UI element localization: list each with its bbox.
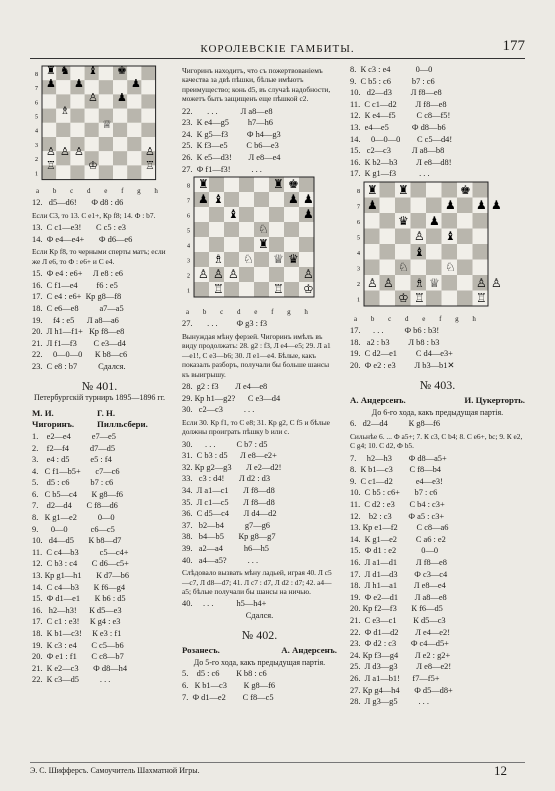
moves-block bbox=[32, 197, 167, 209]
rank-label: 2 bbox=[187, 273, 190, 280]
move-line: 23. С e8 : b7 Сдался. bbox=[32, 361, 126, 371]
moves-block bbox=[32, 431, 167, 686]
tournament-title: Петербургскій турниръ 1895—1896 гг. bbox=[33, 393, 166, 403]
piece: ♙ bbox=[213, 267, 224, 282]
piece: ♜ bbox=[398, 182, 409, 197]
game-number: № 401. bbox=[81, 378, 118, 393]
piece: ♖ bbox=[46, 160, 56, 172]
moves-block bbox=[182, 106, 337, 176]
piece: ♙ bbox=[228, 267, 239, 282]
piece: ♟ bbox=[303, 192, 314, 207]
piece: ♛ bbox=[288, 252, 299, 267]
move-line: 20. Л h1—f1+ Кр f8—e8 bbox=[32, 327, 125, 337]
board-files: a b c d e f g h bbox=[186, 307, 314, 316]
moves-block bbox=[182, 439, 337, 567]
moves-block bbox=[182, 598, 337, 610]
move-line: 30. c2—c3 . . . bbox=[182, 405, 255, 415]
white-player: Розанесъ. bbox=[182, 645, 220, 656]
move-line: 14. Ф e4—e4+ Ф d6—e6 bbox=[32, 234, 133, 244]
piece: ♙ bbox=[414, 228, 425, 243]
moves-block bbox=[350, 64, 525, 180]
moves-block bbox=[350, 453, 525, 708]
move-line: 17. С c1 : e3! К g4 : e3 bbox=[32, 617, 121, 627]
piece: ♘ bbox=[445, 259, 456, 274]
moves-block bbox=[32, 222, 167, 245]
move-line: 11. С d2 : e3 С b4 : c3+ bbox=[350, 500, 445, 510]
move-line: 28. g2 : f3 Л e4—e8 bbox=[182, 382, 268, 391]
move-line: 5. d5 : c6 К b8 : c6 bbox=[182, 669, 267, 679]
rank-label: 4 bbox=[187, 243, 190, 250]
move-line: 39. a2—a4 h6—h5 bbox=[182, 543, 269, 553]
move-line: 8. К c3 : e4 0—0 bbox=[350, 65, 433, 74]
move-line: 17. С e4 : e6+ Кр g8—f8 bbox=[32, 292, 122, 302]
move-line: 13. Кр g1—h1 К d7—b6 bbox=[32, 571, 130, 581]
rank-label: 5 bbox=[187, 228, 190, 235]
piece: ♛ bbox=[398, 213, 409, 228]
move-line: 10. d2—d3 Л f8—e8 bbox=[350, 88, 442, 98]
move-line: 11. С c4—b3 c5—c4+ bbox=[32, 547, 129, 557]
move-line: 40. a4—a5? . . . bbox=[182, 555, 259, 565]
moves-block bbox=[182, 668, 337, 703]
piece: ♘ bbox=[398, 259, 409, 274]
move-line: 7. d2—d4 С f8—d6 bbox=[32, 501, 118, 511]
rank-label: 6 bbox=[187, 213, 190, 220]
annotation: Сильнѣе 6. ... Ф a5+; 7. К c3, С b4; 8. С e6+, bc; 9. К e2, С g4; 10. С d2, Ф b5. bbox=[350, 431, 523, 451]
move-line: 4. С f1—b5+ c7—c6 bbox=[32, 466, 120, 476]
piece: ♘ bbox=[258, 222, 269, 237]
move-line: 18. С e6—e8 a7—a5 bbox=[32, 303, 124, 313]
move-line: 9. С c1—d2 e4—e3! bbox=[350, 476, 443, 486]
piece: ♝ bbox=[213, 192, 224, 207]
players bbox=[350, 395, 525, 407]
piece: ♚ bbox=[460, 182, 471, 197]
move-line: 34. Л a1—c1 Л f8—d8 bbox=[182, 485, 275, 495]
move-line: 13. e4—e5 Ф d8—b6 bbox=[350, 122, 446, 132]
annotation: Если Кр f8, то черными сперты матъ; если же Л e6, то Ф : e6+ и С e4. bbox=[32, 247, 166, 266]
piece: ♙ bbox=[145, 146, 155, 158]
piece: ♝ bbox=[88, 65, 98, 77]
page-number: 177 bbox=[502, 38, 525, 54]
piece: ♕ bbox=[102, 119, 112, 131]
piece: ♖ bbox=[476, 290, 487, 305]
piece: ♟ bbox=[445, 197, 456, 212]
move-line: 11. С c1—d2 Л f8—e8 bbox=[350, 99, 447, 109]
move-line: 21. К e2—c3 Ф d8—h4 bbox=[32, 663, 128, 673]
piece: ♜ bbox=[273, 177, 284, 192]
move-line: 31. С b3 : d5 Л e8—e2+ bbox=[182, 451, 277, 461]
move-line: 25. К f3—e5 С b6—e3 bbox=[182, 141, 279, 151]
move-line: 18. a2 : b3 Л b8 : b3 bbox=[350, 337, 440, 347]
move-line: 20. Кр f2—f3 К f6—d5 bbox=[350, 604, 443, 614]
move-line: 33. c3 : d4! Л d2 : d3 bbox=[182, 474, 271, 484]
piece: ♙ bbox=[198, 267, 209, 282]
piece: ♖ bbox=[145, 160, 155, 172]
move-line: 14. К g1—e2 С a6 : e2 bbox=[350, 534, 446, 544]
game-number: № 402. bbox=[241, 627, 278, 642]
column-3 bbox=[350, 64, 525, 708]
move-line: 22. . . . Л a8—e8 bbox=[182, 106, 273, 116]
piece: ♙ bbox=[60, 146, 70, 158]
piece: ♟ bbox=[429, 213, 440, 228]
move-line: 7. Ф d1—e2 С f8—c5 bbox=[182, 692, 274, 702]
move-line: 15. Ф d1—e1 К b6 : d5 bbox=[32, 594, 126, 604]
move-line: 10. С b5 : c6+ b7 : c6 bbox=[350, 488, 438, 498]
rank-label: 1 bbox=[35, 171, 38, 178]
move-line: 16. h2—h3! К d5—e3 bbox=[32, 605, 122, 615]
move-line: 35. Л c1—c5 Л f8—d8 bbox=[182, 497, 275, 507]
move-line: 27. Кр g4—h4 Ф d5—d8+ bbox=[350, 685, 453, 695]
annotation: Слѣдовало вызвать мѣну ладьей, играя 40. Л c5—c7, Л d8—d7; 41. Л c7 : d7, Л d2 : d7; 42. a4—a5; бѣлые получали бы шансы на ничью. bbox=[182, 568, 332, 596]
move-line: 26. К e5—d3! Л e8—e4 bbox=[182, 153, 281, 162]
piece: ♟ bbox=[117, 92, 127, 104]
moves-block bbox=[182, 381, 337, 416]
piece: ♟ bbox=[46, 78, 56, 90]
rank-label: 8 bbox=[357, 188, 360, 195]
move-line: 25. Л d3—g3 Л e8—e2! bbox=[350, 662, 452, 672]
move-line: 22. К c3—d5 . . . bbox=[32, 675, 111, 685]
move-line: 13. С c1—e3! С c5 : e3 bbox=[32, 223, 126, 233]
move-line: 16. К b2—b3 Л e8—d8! bbox=[350, 157, 452, 167]
piece: ♝ bbox=[445, 228, 456, 243]
piece: ♙ bbox=[303, 267, 314, 282]
move-line: 21. Л f1—f3 С e3—d4 bbox=[32, 338, 126, 348]
piece: ♜ bbox=[198, 177, 209, 192]
move-line: 30. . . . С b7 : d5 bbox=[182, 439, 268, 449]
move-line: 32. Кр g2—g3 Л e2—d2! bbox=[182, 462, 282, 472]
move-line: 14. С c4—b3 К f6—g4 bbox=[32, 582, 126, 592]
board-files: a b c d e f g h bbox=[36, 186, 164, 195]
move-line: 19. f4 : e5 Л a8—a6 bbox=[32, 315, 119, 325]
chess-diagram-2 bbox=[182, 175, 332, 303]
rank-label: 3 bbox=[357, 266, 360, 273]
game-intro: До 5-го хода, какъ предыдущая партія. bbox=[193, 657, 326, 667]
rank-label: 5 bbox=[357, 235, 360, 242]
piece: ♔ bbox=[398, 290, 409, 305]
move-line: 19. С d2—e1 С d4—e3+ bbox=[350, 349, 453, 359]
piece: ♕ bbox=[429, 275, 440, 290]
rank-label: 6 bbox=[35, 100, 38, 107]
piece: ♙ bbox=[88, 92, 98, 104]
move-line: 9. 0—0 c6—c5 bbox=[32, 524, 115, 534]
piece: ♖ bbox=[273, 282, 284, 297]
piece: ♘ bbox=[243, 252, 254, 267]
rank-label: 2 bbox=[357, 281, 360, 288]
move-line: 2. f2—f4 d7—d5 bbox=[32, 443, 116, 453]
column-2 bbox=[182, 64, 337, 703]
piece: ♕ bbox=[273, 252, 284, 267]
move-line: 27. Ф f1—f3! . . . bbox=[182, 164, 262, 174]
piece: ♔ bbox=[88, 160, 98, 172]
piece: ♟ bbox=[367, 197, 378, 212]
piece: ♝ bbox=[228, 207, 239, 222]
move-line: 16. Л a1—d1 Л f8—e8 bbox=[350, 558, 447, 568]
piece: ♟ bbox=[198, 192, 209, 207]
move-line: 8. К b1—c3 С f8—b4 bbox=[350, 465, 441, 475]
rank-label: 6 bbox=[357, 219, 360, 226]
move-line: 17. . . . Ф b6 : b3! bbox=[350, 326, 440, 336]
move-line: 27. . . . Ф g3 : f3 bbox=[182, 319, 268, 329]
rank-label: 8 bbox=[187, 183, 190, 190]
move-line: 22. 0—0—0 К b8—c6 bbox=[32, 350, 128, 360]
rank-label: 3 bbox=[35, 142, 38, 149]
signature-mark: 12 bbox=[494, 763, 507, 778]
move-line: 7. h2—h3 Ф d8—a5+ bbox=[350, 453, 447, 463]
moves-block bbox=[350, 418, 525, 430]
piece: ♗ bbox=[414, 275, 425, 290]
move-line: 18. К b1—c3! К e3 : f1 bbox=[32, 629, 122, 638]
move-line: 40. . . . h5—h4+ bbox=[182, 599, 267, 609]
moves-block bbox=[32, 268, 167, 372]
piece: ♜ bbox=[46, 65, 56, 77]
piece: ♙ bbox=[476, 275, 487, 290]
players bbox=[32, 408, 167, 431]
move-line: 22. Ф d1—d2 Л e4—e2! bbox=[350, 627, 450, 637]
move-line: 16. С f1—e4 f6 : e5 bbox=[32, 280, 118, 290]
move-line: 26. Л a1—b1! f7—f5+ bbox=[350, 673, 440, 683]
piece: ♙ bbox=[491, 275, 502, 290]
move-line: 29. Кр h1—g2? С e3—d4 bbox=[182, 393, 281, 403]
piece: ♙ bbox=[367, 275, 378, 290]
rank-label: 3 bbox=[187, 258, 190, 265]
white-player: М. И. Чигоринъ. bbox=[32, 407, 75, 430]
move-line: 36. С d5—c4 Л d4—d2 bbox=[182, 509, 277, 519]
black-player: Г. Н. Пилльсбери. bbox=[97, 407, 148, 430]
move-line: 23. К e4—g5 h7—h6 bbox=[182, 118, 273, 128]
page-footer bbox=[30, 762, 525, 778]
footer-text: Э. С. Шифферсъ. Самоучитель Шахматной Игры. bbox=[30, 766, 200, 775]
piece: ♚ bbox=[117, 65, 127, 77]
move-line: 12. b2 : c3 Ф a5 : c3+ bbox=[350, 511, 445, 521]
piece: ♟ bbox=[476, 197, 487, 212]
board-files: a b c d e f g h bbox=[354, 314, 482, 323]
move-line: 23. Ф d2 : c3 Ф c4—d5+ bbox=[350, 639, 449, 649]
move-line: 12. С b3 : c4 С d6—c5+ bbox=[32, 559, 129, 569]
piece: ♟ bbox=[131, 78, 141, 90]
rank-label: 8 bbox=[35, 71, 38, 78]
running-title: КОРОЛЕВСКІЕ ГАМБИТЫ. bbox=[200, 43, 355, 55]
move-line: 37. b2—b4 g7—g6 bbox=[182, 520, 270, 530]
page-header bbox=[30, 38, 525, 59]
rank-label: 5 bbox=[35, 114, 38, 121]
move-line: 28. Л g3—g5 . . . bbox=[350, 697, 429, 707]
rank-label: 2 bbox=[35, 157, 38, 164]
move-line: 20. Ф e2 : e3 Л b3—b1✕ bbox=[350, 360, 455, 370]
piece: ♟ bbox=[288, 192, 299, 207]
move-line: 15. Ф e4 : e6+ Л e8 : e6 bbox=[32, 269, 123, 279]
rank-label: 7 bbox=[357, 204, 360, 211]
piece: ♜ bbox=[258, 237, 269, 252]
move-line: 6. К b1—c3 К g8—f6 bbox=[182, 680, 276, 690]
move-line: 14. 0—0—0 С c5—d4! bbox=[350, 134, 453, 144]
game-number: № 403. bbox=[419, 377, 456, 392]
move-line: 20. Ф e1 : f1 С c8—b7 bbox=[32, 652, 124, 662]
move-line: 24. К g5—f3 Ф h4—g3 bbox=[182, 129, 281, 139]
game-intro: До 6-го хода, какъ предыдущая партія. bbox=[371, 407, 504, 417]
piece: ♙ bbox=[46, 146, 56, 158]
annotation: Если С3, то 13. С e1+, Кр f8; 14. Ф : b7. bbox=[32, 210, 156, 220]
piece: ♗ bbox=[213, 252, 224, 267]
move-line: 6. d2—d4 К g8—f6 bbox=[350, 419, 441, 429]
move-line: 13. Кр e1—f2 С c8—a6 bbox=[350, 523, 449, 533]
move-line: 15. c2—c3 Л a8—b8 bbox=[350, 146, 445, 156]
moves-block bbox=[182, 318, 337, 330]
piece: ♚ bbox=[288, 177, 299, 192]
move-line: 21. С e3—c1 К d5—c3 bbox=[350, 616, 446, 625]
white-player: А. Андерсенъ. bbox=[350, 395, 406, 406]
chess-diagram-3 bbox=[350, 180, 520, 310]
piece: ♔ bbox=[303, 282, 314, 297]
piece: ♟ bbox=[491, 197, 502, 212]
move-line: 17. Л d1—d3 Ф c3—c4 bbox=[350, 569, 448, 579]
rank-label: 4 bbox=[35, 128, 38, 135]
move-line: 38. b4—b5 Кр g8—g7 bbox=[182, 532, 276, 542]
annotation: Если 30. Кр f1, то С e8; 31. Кр g2, С f5 и бѣлые должны проиграть пѣшку b или c. bbox=[182, 417, 330, 437]
move-line: 12. d5—d6! Ф d8 : d6 bbox=[32, 198, 124, 208]
piece: ♝ bbox=[414, 244, 425, 259]
piece: ♟ bbox=[74, 78, 84, 90]
piece: ♖ bbox=[414, 290, 425, 305]
move-line: 19. Ф e2—d1 Л a8—e8 bbox=[350, 592, 447, 602]
resign-text: Сдался. bbox=[245, 610, 274, 620]
black-player: И. Цукерторть. bbox=[464, 395, 525, 406]
annotation: Вынуждая мѣну ферзей. Чигоринъ имѣлъ въ виду продолжать: 28. g2 : f3, Л e4—e5; 29. Л a1—e1!, С e3—b6; 30. Л e1—e4. Бѣлые, какъ показалъ разборъ, получали бы больше шансы къ выигрышу. bbox=[182, 331, 331, 379]
move-line: 17. К g1—f3 . . . bbox=[350, 169, 430, 179]
move-line: 19. К c3 : e4 С c5—b6 bbox=[32, 640, 124, 650]
black-player: А. Андерсенъ. bbox=[281, 645, 337, 656]
piece: ♙ bbox=[74, 146, 84, 158]
move-line: 3. e4 : d5 e5 : f4 bbox=[32, 455, 112, 465]
moves-block bbox=[350, 325, 525, 371]
piece: ♟ bbox=[303, 207, 314, 222]
piece: ♖ bbox=[213, 282, 224, 297]
move-line: 10. d4—d5 К b8—d7 bbox=[32, 536, 122, 546]
rank-label: 1 bbox=[357, 297, 360, 304]
move-line: 18. Л h1—a1 Л e8—e4 bbox=[350, 581, 446, 591]
rank-label: 7 bbox=[187, 198, 190, 205]
move-line: 6. С b5—c4 К g8—f6 bbox=[32, 489, 123, 499]
rank-label: 1 bbox=[187, 288, 190, 295]
players bbox=[182, 645, 337, 657]
move-line: 15. Ф d1 : e2 0—0 bbox=[350, 546, 439, 556]
rank-label: 4 bbox=[357, 250, 360, 257]
column-1 bbox=[32, 64, 167, 686]
piece: ♗ bbox=[60, 105, 70, 117]
piece: ♞ bbox=[60, 65, 70, 77]
move-line: 5. d5 : c6 b7 : c6 bbox=[32, 478, 114, 488]
move-line: 9. С b5 : c6 b7 : c6 bbox=[350, 76, 435, 86]
annotation: Чигоринъ находитъ, что съ пожертвованіемъ качества за двѣ пѣшки, бѣлые имѣютъ преимущество; конь d5, въ случаѣ надобности, можетъ быть защищенъ еще пѣшкой c2. bbox=[182, 66, 331, 104]
piece: ♜ bbox=[367, 182, 378, 197]
move-line: 8. К g1—e2 0—0 bbox=[32, 513, 115, 523]
piece: ♙ bbox=[383, 275, 394, 290]
move-line: 24. Кр f3—g4 Л e2 : g2+ bbox=[350, 650, 451, 660]
move-line: 1. e2—e4 e7—e5 bbox=[32, 431, 116, 441]
chess-diagram-1 bbox=[32, 64, 157, 182]
rank-label: 7 bbox=[35, 86, 38, 93]
move-line: 12. К e4—f5 С c8—f5! bbox=[350, 111, 451, 121]
